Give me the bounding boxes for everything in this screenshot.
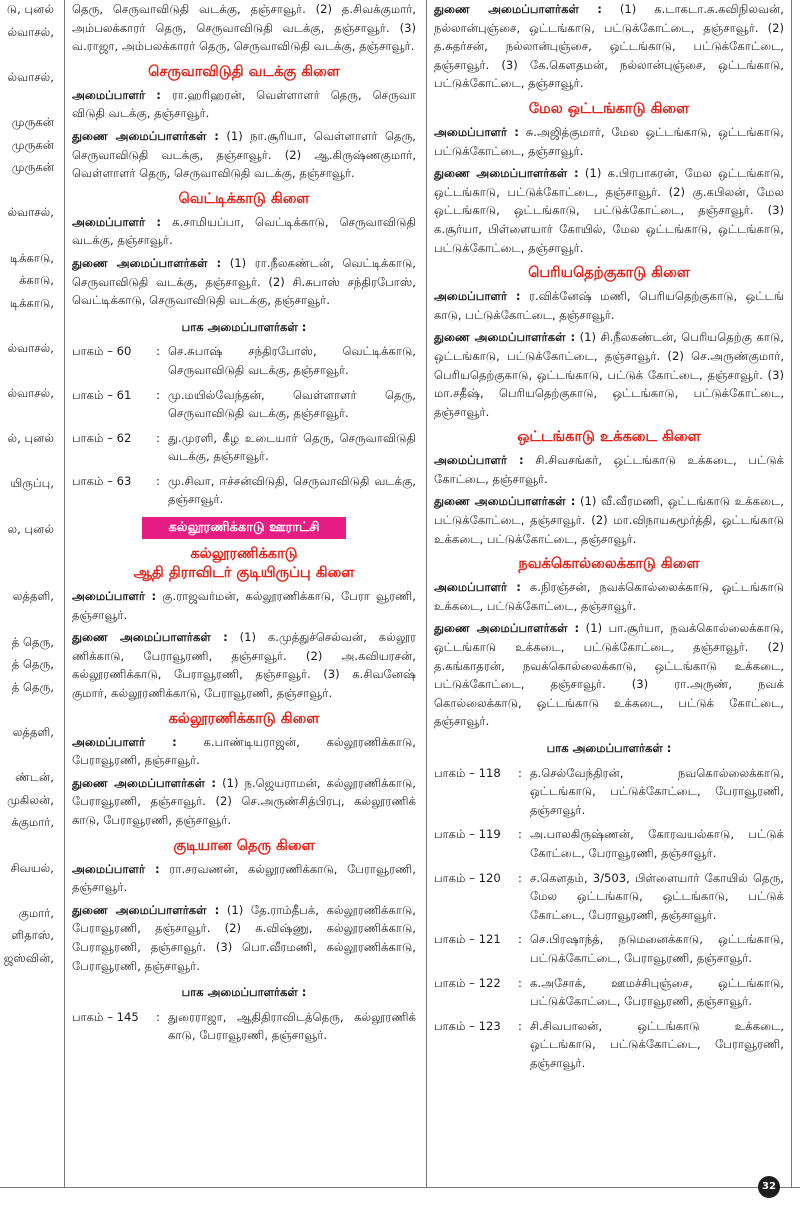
- section-title: வெட்டிக்காடு கிளை: [178, 190, 310, 207]
- deputy-label: துணை அமைப்பாளர்கள் :: [72, 775, 217, 790]
- section-title: குடியான தெரு கிளை: [173, 837, 315, 854]
- strip-line: ளிதாஸ்,: [11, 928, 54, 943]
- booth-colon: :: [156, 1009, 160, 1024]
- strip-line: டு, புனல்: [6, 2, 54, 16]
- booth-entry: [72, 342, 416, 379]
- deputy-organisers-entry: [434, 164, 784, 257]
- section-title: கல்லூரணிக்காடு கிளை: [168, 710, 320, 727]
- organiser-label: அமைப்பாளர் :: [72, 87, 161, 102]
- organiser-text: ரா.சரவணன், கல்லூரணிக்காடு, பேராவூரணி, தஞ்சாவூர்.: [72, 861, 416, 895]
- strip-line: ல், புனல்: [7, 431, 54, 446]
- section-title: [72, 545, 416, 583]
- organiser-entry: [72, 860, 416, 897]
- organiser-text: சி.சிவசங்கர், ஒட்டங்காடு உக்கடை, பட்டுக் கோட்டை, தஞ்சாவூர்.: [434, 453, 784, 486]
- booth-colon: :: [156, 344, 160, 359]
- panchayat-banner: கல்லூரணிக்காடு ஊராட்சி: [142, 517, 346, 539]
- organiser-entry: [72, 733, 416, 770]
- booth-entry: [434, 764, 784, 820]
- deputy-label: துணை அமைப்பாளர்கள் :: [434, 2, 602, 16]
- organiser-label: அமைப்பாளர் :: [72, 589, 157, 604]
- organiser-entry: [434, 578, 784, 615]
- strip-line: [0, 746, 60, 765]
- left-column: [72, 0, 416, 1188]
- organiser-label: அமைப்பாளர் :: [434, 289, 521, 304]
- strip-line: ல, புனல்: [7, 521, 54, 536]
- strip-line: [0, 316, 60, 335]
- booth-number: பாகம் – 63: [72, 473, 132, 488]
- strip-line: டிக்காடு,: [9, 295, 54, 310]
- deputy-label: துணை அமைப்பாளர்கள் :: [434, 621, 580, 636]
- organiser-label: அமைப்பாளர் :: [72, 214, 162, 229]
- booth-colon: :: [156, 387, 160, 402]
- strip-line: ல்வாசல்,: [7, 69, 54, 84]
- strip-line: க்காடு,: [19, 273, 54, 288]
- deputy-text: (1) பா.சூர்யா, நவக்கொல்லைக்காடு, ஒட்டங்காடு உக்கடை, பட்டுக்கோட்டை, தஞ்சாவூர். (2) த.கங்காதரன், நவக்கொல்லைக்காடு, ஒட்டங்காடு உக்கடை, பட்டுக்கோட்டை, தஞ்சாவூர். (3) ரா.அருண், நவக் கொல்லைக்காடு, ஒட்டங்காடு உக்கடை, பட்டுக் கோட்டை, தஞ்சாவூர்.: [434, 621, 784, 729]
- booth-number: பாகம் – 145: [72, 1009, 139, 1024]
- section-title-line: ஆதி திராவிடர் குடியிருப்பு கிளை: [133, 565, 355, 582]
- booth-entry: [434, 930, 784, 967]
- organiser-entry: [72, 86, 416, 123]
- strip-line: க்குமார்,: [11, 815, 54, 830]
- deputy-label: துணை அமைப்பாளர்கள் :: [72, 128, 219, 143]
- strip-line: முருகன்: [11, 137, 54, 152]
- booth-entry: [72, 429, 416, 466]
- booth-text: துரைராஜா, ஆதிதிராவிடத்தெரு, கல்லூரணிக் காடு, பேராவூரணி, தஞ்சாவூர்.: [168, 1009, 416, 1043]
- deputy-label: துணை அமைப்பாளர்கள் :: [72, 255, 222, 270]
- strip-line: சிவயல்,: [10, 860, 54, 875]
- booth-entry: [72, 472, 416, 509]
- booth-text: க.அசோக், ஊமச்சிபுஞ்சை, ஒட்டங்காடு, பட்டுக்கோட்டை, பேராவூரணி, தஞ்சாவூர்.: [530, 975, 784, 1009]
- strip-line: [0, 610, 60, 629]
- column-divider: [426, 0, 427, 1188]
- booth-colon: :: [518, 765, 522, 780]
- deputy-organisers-entry: [434, 492, 784, 548]
- deputy-text: (1) தே.ராம்தீபக், கல்லூரணிக்காடு, பேராவூரணி, தஞ்சாவூர். (2) க.விஷ்ணு, கல்லூரணிக்காடு, பேராவூரணி, தஞ்சாவூர். (3) பொ.வீரமணி, கல்லூரணிக்காடு, பேராவூரணி, தஞ்சாவூர்.: [72, 902, 416, 973]
- section-title: மேல ஒட்டங்காடு கிளை: [528, 100, 690, 117]
- booth-entry: [72, 386, 416, 423]
- deputy-label: துணை அமைப்பாளர்கள் :: [434, 330, 576, 345]
- right-column: [434, 0, 784, 1188]
- booth-colon: :: [518, 870, 522, 885]
- booth-number: பாகம் – 60: [72, 344, 132, 359]
- organiser-text: கு.ராஜவர்மன், கல்லூரணிக்காடு, பேரா வூரணி, தஞ்சாவூர்.: [72, 589, 416, 622]
- strip-line: த் தெரு,: [11, 634, 54, 649]
- deputy-text: (1) ந.ஜெயராமன், கல்லூரணிக்காடு, பேராவூரணி, தஞ்சாவூர். (2) செ.அருண்சித்பிரபு, கல்லூரணிக் காடு, பேராவூரணி, தஞ்சாவூர்.: [72, 775, 416, 827]
- organiser-text: க.நிரஞ்சன், நவக்கொல்லைக்காடு, ஒட்டங்காடு உக்கடை, பட்டுக்கோட்டை, தஞ்சாவூர்.: [434, 580, 784, 613]
- strip-line: [0, 226, 60, 245]
- deputy-organisers-entry: [72, 127, 416, 183]
- deputy-text: (1) க.முத்துச்செல்வன், கல்லூர ணிக்காடு, பேராவூரணி, தஞ்சாவூர். (2) அ.கவியரசன், கல்லூரணிக்காடு, பேராவூரணி, தஞ்சாவூர். (3) க.சிவனேஷ் குமார், கல்லூரணிக்காடு, பேராவூரணி, தஞ்சாவூர்.: [72, 630, 416, 701]
- strip-line: ல்வாசல்,: [7, 386, 54, 401]
- booth-text: சி.சிவபாலன், ஒட்டங்காடு உக்கடை, ஒட்டங்காடு, பட்டுக்கோட்டை, பேராவூரணி, தஞ்சாவூர்.: [530, 1018, 784, 1070]
- organiser-label: அமைப்பாளர் :: [434, 453, 524, 468]
- booth-text: மு.மயில்வேந்தன், வெள்ளாளர் தெரு, செருவாவிடுதி வடக்கு, தஞ்சாவூர்.: [168, 387, 416, 421]
- strip-line: ண்டன்,: [15, 770, 54, 785]
- strip-line: ஜஸ்வின்,: [3, 950, 54, 965]
- strip-line: முருகன்: [11, 160, 54, 175]
- strip-line: [0, 565, 60, 584]
- booth-entry: [434, 825, 784, 862]
- booth-number: பாகம் – 62: [72, 430, 132, 445]
- booth-entry: [434, 869, 784, 925]
- strip-line: [0, 452, 60, 471]
- continued-paragraph: தெரு, செருவாவிடுதி வடக்கு, தஞ்சாவூர். (2) த.சிவக்குமார், அம்பலக்காரர் தெரு, செருவாவிடுதி வடக்கு, தஞ்சாவூர். (3) வ.ராஜா, அம்பலக்காரர் தெரு, செருவாவிடுதி வடக்கு, தஞ்சாவூர்.: [72, 2, 416, 54]
- strip-line: [0, 497, 60, 516]
- booth-organisers-heading: பாக அமைப்பாளர்கள் :: [546, 741, 672, 755]
- section-title: பெரியதெற்குகாடு கிளை: [528, 265, 690, 282]
- deputy-organisers-entry: [434, 0, 784, 93]
- organiser-entry: [434, 287, 784, 324]
- strip-line: குமார்,: [18, 905, 54, 920]
- strip-line: [0, 181, 60, 200]
- booth-number: பாகம் – 118: [434, 765, 501, 780]
- organiser-label: அமைப்பாளர் :: [434, 124, 519, 139]
- strip-line: [0, 836, 60, 855]
- booth-colon: :: [518, 932, 522, 947]
- strip-line: த் தெரு,: [11, 679, 54, 694]
- strip-line: யிருப்பு,: [10, 476, 54, 491]
- cropped-left-column: [0, 0, 60, 1188]
- deputy-organisers-entry: [72, 254, 416, 310]
- deputy-label: துணை அமைப்பாளர்கள் :: [72, 630, 228, 645]
- booth-colon: :: [518, 827, 522, 842]
- booth-colon: :: [156, 430, 160, 445]
- column-divider: [64, 0, 65, 1188]
- deputy-text: (1) சி.நீலகண்டன், பெரியதெற்கு காடு, ஒட்டங்காடு, பட்டுக்கோட்டை, தஞ்சாவூர். (2) செ.அருண்குமார், பெரியதெற்குகாடு, ஒட்டங்காடு, பட்டுக் கோட்டை, தஞ்சாவூர். (3) மா.சதீஷ், பெரியதெற்குகாடு, ஒட்டங்காடு, பட்டுக்கோட்டை, தஞ்சாவூர்.: [434, 330, 784, 419]
- strip-line: டிக்காடு,: [9, 250, 54, 265]
- booth-text: அ.பாலகிருஷ்ணன், கோரவயல்காடு, பட்டுக் கோட்டை, பேராவூரணி, தஞ்சாவூர்.: [530, 827, 784, 860]
- organiser-text: ரா.ஹரிஹரன், வெள்ளாளர் தெரு, செருவா விடுதி வடக்கு, தஞ்சாவூர்.: [72, 87, 416, 121]
- deputy-text: (1) நா.சூரியா, வெள்ளாளர் தெரு, செருவாவிடுதி வடக்கு, தஞ்சாவூர். (2) ஆ.கிருஷ்ணகுமார், வெள்ளாளர் தெரு, செருவாவிடுதி வடக்கு, தஞ்சாவூர்.: [72, 128, 416, 181]
- booth-number: பாகம் – 121: [434, 932, 501, 947]
- strip-line: முருகன்: [11, 114, 54, 129]
- section-title: நவக்கொல்லைக்காடு கிளை: [518, 556, 700, 573]
- strip-line: ல்வாசல்,: [7, 340, 54, 355]
- booth-colon: :: [156, 473, 160, 488]
- section-title: ஒட்டங்காடு உக்கடை கிளை: [517, 429, 701, 446]
- booth-colon: :: [518, 975, 522, 990]
- booth-text: த.செல்வேந்திரன், நவகொல்லைக்காடு, ஒட்டங்காடு, பட்டுக்கோட்டை, பேராவூரணி, தஞ்சாவூர்.: [530, 765, 784, 817]
- strip-line: [0, 362, 60, 381]
- column-divider: [791, 0, 792, 1188]
- deputy-organisers-entry: [72, 901, 416, 975]
- strip-line: ல்வாசல்,: [7, 205, 54, 220]
- booth-number: பாகம் – 61: [72, 387, 132, 402]
- deputy-label: துணை அமைப்பாளர்கள் :: [434, 166, 579, 181]
- deputy-text: (1) வீ.வீரமணி, ஒட்டங்காடு உக்கடை, பட்டுக்கோட்டை, தஞ்சாவூர். (2) மா.விநாயகமூர்த்தி, ஒட்டங்காடு உக்கடை, பட்டுக்கோட்டை, தஞ்சாவூர்.: [434, 494, 784, 546]
- booth-colon: :: [518, 1018, 522, 1033]
- strip-line: லத்தளி,: [12, 725, 54, 739]
- strip-line: [0, 90, 60, 109]
- booth-text: செ.சுபாஷ் சந்திரபோஸ், வெட்டிக்காடு, செருவாவிடுதி வடக்கு, தஞ்சாவூர்.: [168, 344, 416, 377]
- section-title-line: கல்லூரணிக்காடு: [190, 546, 298, 563]
- booth-text: செ.பிரஷாந்த், நடுமனைக்காடு, ஒட்டங்காடு, பட்டுக்கோட்டை, பேராவூரணி, தஞ்சாவூர்.: [530, 932, 784, 965]
- booth-text: மு.சிவா, ஈச்சன்விடுதி, செருவாவிடுதி வடக்கு, தஞ்சாவூர்.: [168, 473, 416, 507]
- booth-number: பாகம் – 122: [434, 975, 501, 990]
- booth-organisers-heading: பாக அமைப்பாளர்கள் :: [181, 319, 307, 334]
- booth-number: பாகம் – 119: [434, 827, 501, 842]
- strip-line: ல்வாசல்,: [7, 24, 54, 39]
- strip-line: [0, 700, 60, 719]
- deputy-organisers-entry: [434, 619, 784, 731]
- organiser-text: க.பாண்டியராஜன், கல்லூரணிக்காடு, பேராவூரணி, தஞ்சாவூர்.: [72, 734, 416, 768]
- organiser-entry: [72, 587, 416, 624]
- strip-line: த் தெரு,: [11, 657, 54, 672]
- booth-entry: [434, 1017, 784, 1073]
- strip-line: [0, 45, 60, 64]
- organiser-label: அமைப்பாளர் :: [434, 580, 521, 595]
- organiser-entry: [434, 451, 784, 488]
- booth-entry: [72, 1008, 416, 1045]
- strip-line: [0, 407, 60, 426]
- organiser-text: ர.விக்னேஷ் மணி, பெரியதெற்குகாடு, ஒட்டங் காடு, பட்டுக்கோட்டை, தஞ்சாவூர்.: [434, 289, 784, 322]
- booth-organisers-heading: பாக அமைப்பாளர்கள் :: [181, 985, 307, 1000]
- strip-line: முகிலன்,: [7, 792, 54, 807]
- strip-line: [0, 881, 60, 900]
- booth-entry: [434, 974, 784, 1011]
- strip-line: லத்தளி,: [12, 589, 54, 604]
- organiser-label: அமைப்பாளர் :: [72, 861, 160, 876]
- organiser-text: க.சாமியப்பா, வெட்டிக்காடு, செருவாவிடுதி வடக்கு, தஞ்சாவூர்.: [72, 214, 416, 248]
- organiser-entry: [434, 123, 784, 160]
- deputy-label: துணை அமைப்பாளர்கள் :: [72, 902, 220, 917]
- strip-line: [0, 542, 60, 561]
- booth-number: பாகம் – 120: [434, 870, 501, 885]
- deputy-text: (1) க.பிரபாகரன், மேல ஒட்டங்காடு, ஒட்டங்காடு, பட்டுக்கோட்டை, தஞ்சாவூர். (2) கு.கபிலன், மேல ஒட்டங்காடு, ஒட்டங்காடு, பட்டுக்கோட்டை, தஞ்சாவூர். (3) க.சூர்யா, பிள்ளையார் கோயில், மேல ஒட்டங்காடு, ஒட்டங்காடு, பட்டுக்கோட்டை, தஞ்சாவூர்.: [434, 166, 784, 255]
- deputy-organisers-entry: [434, 328, 784, 421]
- booth-number: பாகம் – 123: [434, 1018, 501, 1033]
- deputy-organisers-entry: [72, 628, 416, 702]
- deputy-label: துணை அமைப்பாளர்கள் :: [434, 494, 576, 509]
- page-number: 32: [758, 1176, 780, 1198]
- organiser-entry: [72, 213, 416, 250]
- deputy-organisers-entry: [72, 774, 416, 830]
- deputy-text: (1) ரா.நீலகண்டன், வெட்டிக்காடு, செருவாவிடுதி வடக்கு, தஞ்சாவூர். (2) சி.சுபாஸ் சந்திரபோஸ், வெட்டிக்காடு, செருவாவிடுதி வடக்கு, தஞ்சாவூர்.: [72, 255, 416, 308]
- organiser-text: சு.அஜித்குமார், மேல ஒட்டங்காடு, ஒட்டங்காடு, பட்டுக்கோட்டை, தஞ்சாவூர்.: [434, 124, 784, 158]
- deputy-text: (1) க.டாகடா.க.கவிநிலவன், நல்லான்புஞ்சை, ஒட்டங்காடு, பட்டுக்கோட்டை, தஞ்சாவூர். (2) த.சுதர்சன், நல்லான்புஞ்சை, ஒட்டங்காடு, பட்டுக்கோட்டை, தஞ்சாவூர். (3) கே.கௌதமன், நல்லான்புஞ்சை, ஒட்டங்காடு, பட்டுக்கோட்டை, தஞ்சாவூர்.: [434, 2, 784, 91]
- section-title: செருவாவிடுதி வடக்கு கிளை: [148, 63, 340, 80]
- booth-text: ச.கௌதம், 3/503, பிள்ளையார் கோயில் தெரு, மேல ஒட்டங்காடு, ஒட்டங்காடு, பட்டுக் கோட்டை, பேராவூரணி, தஞ்சாவூர்.: [530, 870, 784, 922]
- organiser-label: அமைப்பாளர் :: [72, 734, 177, 749]
- booth-text: து.முரளி, கீழ உடையார் தெரு, செருவாவிடுதி வடக்கு, தஞ்சாவூர்.: [168, 430, 416, 464]
